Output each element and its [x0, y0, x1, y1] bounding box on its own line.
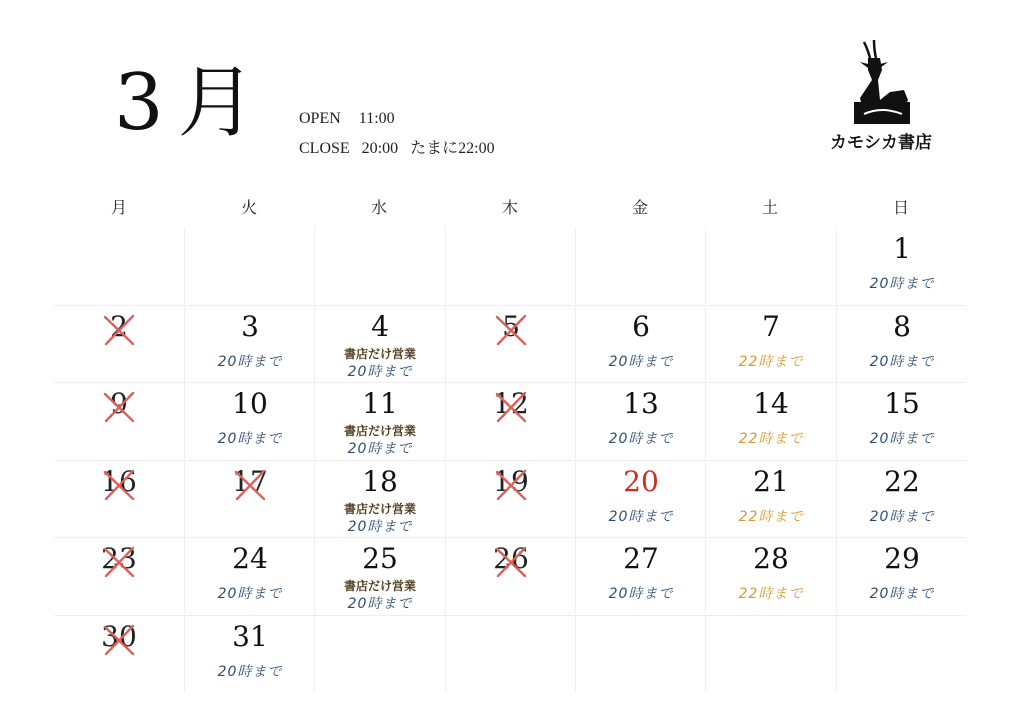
day-number: 14 — [753, 387, 789, 420]
close-note: たまに22:00 — [410, 140, 495, 157]
closing-time-note: 22時まで — [738, 586, 804, 602]
close-hours-row — [299, 134, 495, 164]
day-number: 12 — [493, 387, 529, 420]
day-cell — [705, 460, 836, 537]
closing-time-note: 22時まで — [738, 431, 804, 447]
closing-time-note: 20時まで — [869, 354, 935, 370]
day-cell — [836, 537, 967, 614]
store-logo — [826, 40, 936, 154]
day-number: 27 — [623, 542, 659, 575]
day-number: 26 — [493, 542, 529, 575]
closed-x-icon — [102, 545, 136, 579]
day-number: 22 — [884, 465, 920, 498]
closed-x-icon — [102, 313, 136, 347]
closing-time-note: 20時まで — [608, 509, 674, 525]
day-number: 17 — [232, 465, 268, 498]
closing-time-note: 20時まで — [217, 586, 283, 602]
closed-x-icon — [494, 545, 528, 579]
bookstore-only-tag: 書店だけ営業 — [343, 347, 416, 361]
weekday-tue: 火 — [240, 198, 257, 217]
empty-cell — [54, 227, 184, 304]
day-number: 3 — [241, 310, 259, 343]
empty-cell — [705, 227, 836, 304]
day-number: 7 — [762, 310, 780, 343]
day-number: 18 — [362, 465, 398, 498]
closing-time-note: 20時まで — [217, 664, 283, 680]
day-cell — [705, 537, 836, 614]
day-cell — [705, 382, 836, 459]
day-cell — [705, 305, 836, 382]
closing-time-note: 20時まで — [347, 441, 413, 457]
empty-cell — [314, 615, 445, 692]
day-cell — [314, 460, 445, 537]
closing-time-note: 20時まで — [869, 509, 935, 525]
day-cell — [314, 305, 445, 382]
day-cell — [184, 305, 315, 382]
day-number: 2 — [110, 310, 128, 343]
closing-time-note: 20時まで — [869, 586, 935, 602]
weekday-header — [54, 195, 966, 221]
closed-x-icon — [494, 313, 528, 347]
closing-time-note: 20時まで — [347, 596, 413, 612]
day-number: 6 — [632, 310, 650, 343]
day-cell — [184, 615, 315, 692]
antelope-icon — [850, 40, 914, 128]
day-number: 13 — [623, 387, 659, 420]
day-cell — [54, 537, 184, 614]
day-number: 31 — [232, 620, 268, 653]
close-label: CLOSE — [299, 140, 350, 157]
empty-cell — [575, 227, 706, 304]
day-cell — [184, 382, 315, 459]
weekday-thu: 木 — [501, 198, 518, 217]
day-number: 28 — [753, 542, 789, 575]
empty-cell — [705, 615, 836, 692]
day-cell — [836, 227, 967, 304]
day-cell — [836, 460, 967, 537]
closing-time-note: 20時まで — [217, 354, 283, 370]
closing-time-note: 20時まで — [608, 354, 674, 370]
day-cell — [314, 382, 445, 459]
empty-cell — [575, 615, 706, 692]
day-cell — [575, 460, 706, 537]
weekday-wed: 水 — [370, 198, 387, 217]
open-hours-row — [299, 104, 495, 134]
day-number: 16 — [101, 465, 137, 498]
closing-time-note: 20時まで — [217, 431, 283, 447]
closing-time-note: 20時まで — [869, 276, 935, 292]
day-cell — [836, 382, 967, 459]
weekday-mon: 月 — [110, 198, 127, 217]
empty-cell — [445, 615, 576, 692]
open-time: 11:00 — [358, 110, 395, 127]
day-cell — [54, 305, 184, 382]
closed-x-icon — [494, 468, 528, 502]
closed-x-icon — [102, 623, 136, 657]
day-cell — [54, 382, 184, 459]
day-number: 11 — [362, 387, 398, 420]
month-title: 3月 — [114, 58, 270, 148]
day-cell — [54, 460, 184, 537]
empty-cell — [836, 615, 967, 692]
day-number: 19 — [493, 465, 529, 498]
day-cell — [445, 537, 576, 614]
bookstore-only-tag: 書店だけ営業 — [343, 424, 416, 438]
day-number: 15 — [884, 387, 920, 420]
day-number: 24 — [232, 542, 268, 575]
day-cell — [184, 537, 315, 614]
day-cell — [575, 382, 706, 459]
empty-cell — [314, 227, 445, 304]
closing-time-note: 22時まで — [738, 354, 804, 370]
day-cell — [575, 537, 706, 614]
business-hours — [299, 104, 495, 164]
closed-x-icon — [233, 468, 267, 502]
empty-cell — [445, 227, 576, 304]
day-number: 5 — [502, 310, 520, 343]
day-number: 1 — [893, 232, 911, 265]
close-time: 20:00 — [361, 140, 399, 157]
day-number: 8 — [893, 310, 911, 343]
closing-time-note: 20時まで — [869, 431, 935, 447]
bookstore-only-tag: 書店だけ営業 — [343, 502, 416, 516]
day-number: 30 — [101, 620, 137, 653]
closed-x-icon — [494, 390, 528, 424]
day-cell — [445, 460, 576, 537]
day-number: 10 — [232, 387, 268, 420]
closing-time-note: 20時まで — [608, 586, 674, 602]
weekday-sun: 日 — [892, 198, 909, 217]
day-number: 20 — [623, 465, 659, 498]
empty-cell — [184, 227, 315, 304]
day-cell — [445, 305, 576, 382]
closing-time-note: 20時まで — [608, 431, 674, 447]
day-cell — [575, 305, 706, 382]
closed-x-icon — [102, 390, 136, 424]
day-number: 4 — [371, 310, 389, 343]
open-label: OPEN — [299, 110, 341, 127]
day-number: 23 — [101, 542, 137, 575]
day-number: 9 — [110, 387, 128, 420]
day-number: 29 — [884, 542, 920, 575]
day-cell — [54, 615, 184, 692]
closing-time-note: 20時まで — [347, 364, 413, 380]
day-number: 25 — [362, 542, 398, 575]
weekday-sat: 土 — [761, 198, 778, 217]
calendar-grid — [54, 227, 966, 693]
day-number: 21 — [753, 465, 789, 498]
day-cell — [445, 382, 576, 459]
closing-time-note: 20時まで — [347, 519, 413, 535]
closed-x-icon — [102, 468, 136, 502]
day-cell — [184, 460, 315, 537]
bookstore-only-tag: 書店だけ営業 — [343, 579, 416, 593]
day-cell — [314, 537, 445, 614]
store-name: カモシカ書店 — [830, 133, 932, 153]
closing-time-note: 22時まで — [738, 509, 804, 525]
day-cell — [836, 305, 967, 382]
weekday-fri: 金 — [631, 198, 648, 217]
